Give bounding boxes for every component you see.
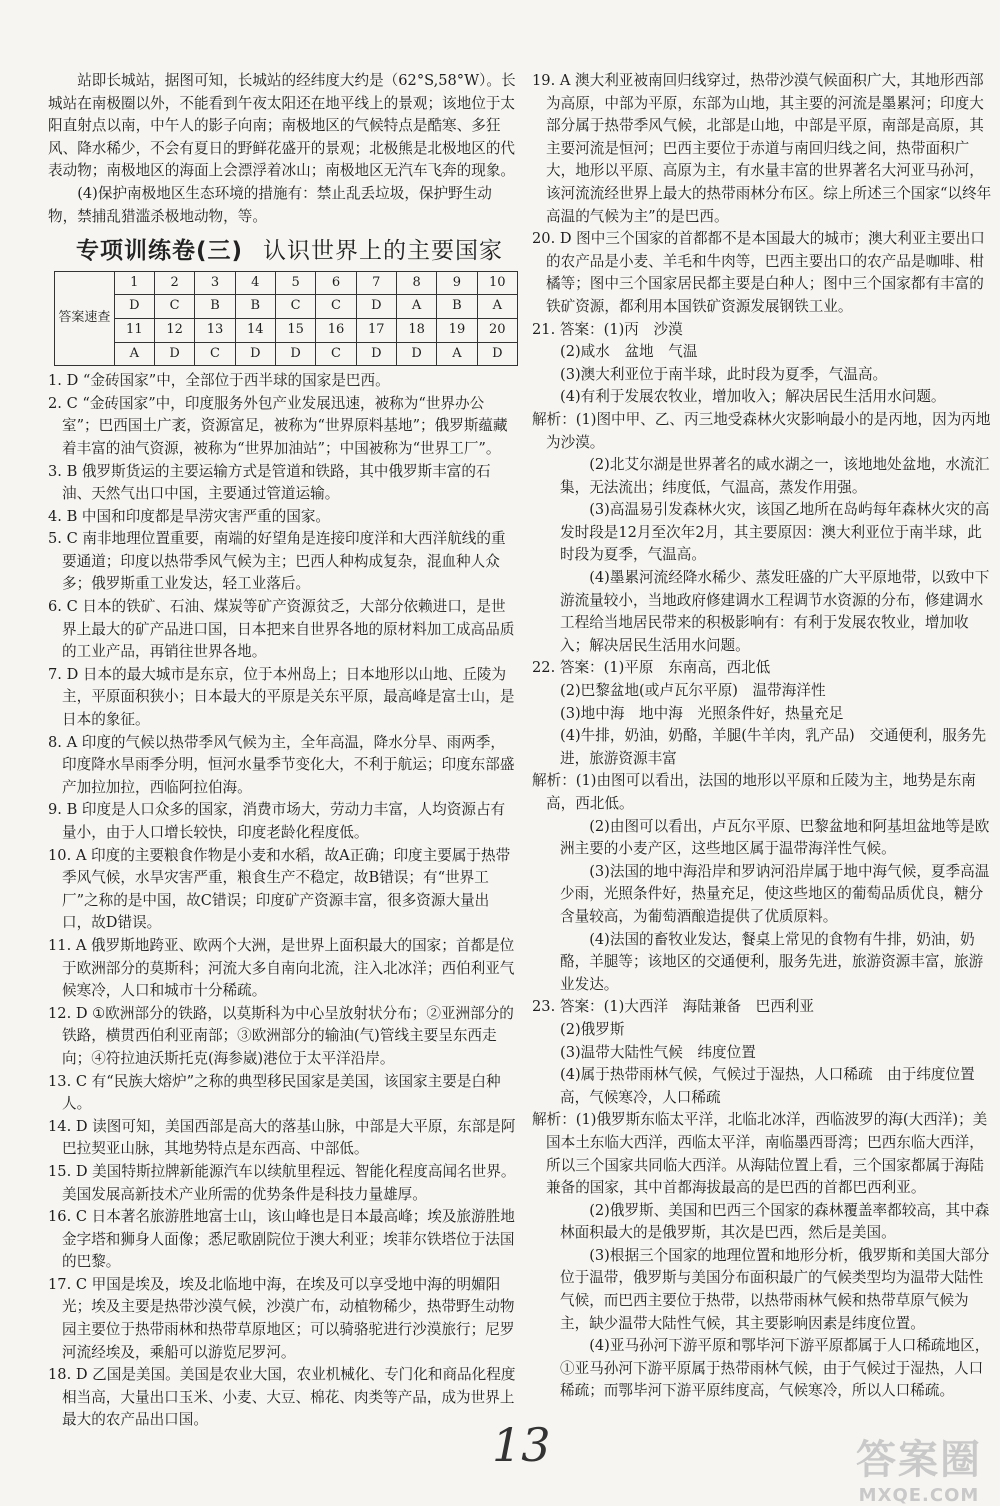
right-column [532, 70, 994, 1403]
q23-analysis-head: 解析：(1)俄罗斯东临太平洋，北临北冰洋，西临波罗的海(大西洋)；美国本土东临大西洋，西临太平洋，南临墨西哥湾；巴西东临大西洋，所以三个国家共同临大西洋。从海陆位置上看，三个国家都属于海陆兼备的国家，其中首都海拔最高的是巴西的首都巴西利亚。 [532, 1111, 988, 1197]
table-cell: 16 [316, 318, 356, 342]
table-cell: D [154, 342, 194, 366]
answer-item: 15. D 美国特斯拉牌新能源汽车以续航里程远、智能化程度高闻名世界。美国发展高新技术产业所需的优势条件是科技力量雄厚。 [48, 1162, 516, 1203]
q21-answer: (3)澳大利亚位于南半球，此时段为夏季，气温高。 [560, 365, 888, 383]
table-cell: D [114, 295, 154, 319]
q23-analysis: (3)根据三个国家的地理位置和地形分析，俄罗斯和美国大部分位于温带，俄罗斯与美国分布面积最广的气候类型均为温带大陆性气候，而巴西主要位于热带，以热带雨林气候和热带草原气候为主，缺少温带大陆性气候，其主要影响因素是纬度位置。 [560, 1246, 990, 1332]
answer-item: 2. C “金砖国家”中，印度服务外包产业发展迅速，被称为“世界办公室”；巴西国土广袤，资源富足，被称为“世界原料基地”；俄罗斯蕴藏着丰富的油气资源，被称为“世界加油站”；中国被称为“世界工厂”。 [48, 394, 508, 457]
table-cell: B [235, 295, 275, 319]
table-cell: C [195, 342, 235, 366]
q23-analysis: (4)亚马孙河下游平原和鄂毕河下游平原都属于人口稀疏地区，①亚马孙河下游平原属于热带雨林气候，由于气候过于湿热，人口稀疏；而鄂毕河下游平原纬度高，气候寒冷，所以人口稀疏。 [560, 1337, 990, 1400]
watermark-url: MXQE.COM [858, 1485, 980, 1506]
table-cell: 4 [235, 271, 275, 295]
table-cell: C [316, 342, 356, 366]
table-cell: B [195, 295, 235, 319]
table-cell: 2 [154, 271, 194, 295]
q23-answer: (4)属于热带雨林气候，气候过于湿热，人口稀疏 由于纬度位置高，气候寒冷，人口稀疏 [560, 1066, 975, 1106]
table-cell: 17 [356, 318, 396, 342]
table-row [55, 271, 518, 295]
q21-answer: (4)有利于发展农牧业，增加收入；解决居民生活用水问题。 [560, 388, 946, 406]
table-cell: D [356, 342, 396, 366]
table-cell: 8 [396, 271, 436, 295]
q22-analysis: (2)由图可以看出，卢瓦尔平原、巴黎盆地和阿基坦盆地等是欧洲主要的小麦产区，这些地区属于温带海洋性气候。 [560, 817, 990, 858]
table-cell: 1 [114, 271, 154, 295]
q22-analysis: (4)法国的畜牧业发达，餐桌上常见的食物有牛排，奶油，奶酪，羊腿等；该地区的交通便利，服务先进，旅游资源丰富，旅游业发达。 [560, 930, 984, 993]
table-cell: 5 [275, 271, 315, 295]
table-cell: 20 [477, 318, 517, 342]
section-title-sub: 认识世界上的主要国家 [263, 238, 504, 265]
q22-head: 22. 答案：(1)平原 东南高，西北低 [532, 659, 771, 677]
table-cell: 13 [195, 318, 235, 342]
q23-answer: (3)温带大陆性气候 纬度位置 [560, 1043, 756, 1061]
left-column [48, 70, 518, 1432]
table-cell: 11 [114, 318, 154, 342]
intro-paragraph-1: 站即长城站，据图可知，长城站的经纬度大约是（62°S,58°W）。长城站在南极圈以外，不能看到午夜太阳还在地平线上的景观；该地位于太阳直射点以南，中午人的影子向南；南极地区的气候特点是酷寒、多狂风、降水稀少，不会有夏日的野鲜花盛开的景观；北极熊是北极地区的代表动物；南极地区的海面上会漂浮着冰山；南极地区无汽车飞奔的现象。 [48, 72, 516, 180]
answer-item: 19. A 澳大利亚被南回归线穿过，热带沙漠气候面积广大，其地形西部为高原，中部为平原，东部为山地，其主要的河流是墨累河；印度大部分属于热带季风气候，北部是山地，中部是平原，南部是高原，其主要河流是恒河；巴西主要位于赤道与南回归线之间，热带面积广大，地形以平原、高原为主，有水量丰富的世界著名大河亚马孙河，该河流流经世界上最大的热带雨林分布区。综上所述三个国家“以终年高温的气候为主”的是巴西。 [532, 72, 992, 225]
watermark-main: 答案圈 [856, 1437, 982, 1483]
table-cell: B [437, 295, 477, 319]
table-cell: 14 [235, 318, 275, 342]
table-cell: 15 [275, 318, 315, 342]
table-cell: 7 [356, 271, 396, 295]
section-title-main: 专项训练卷(三) [76, 238, 244, 265]
q22-answer: (2)巴黎盆地(或卢瓦尔平原) 温带海洋性 [560, 682, 826, 700]
answer-item: 16. C 日本著名旅游胜地富士山，该山峰也是日本最高峰；埃及旅游胜地金字塔和狮身人面像；悉尼歌剧院位于澳大利亚；埃菲尔铁塔位于法国的巴黎。 [48, 1208, 515, 1271]
answer-item: 7. D 日本的最大城市是东京，位于本州岛上；日本地形以山地、丘陵为主，平原面积狭小；日本最大的平原是关东平原，最高峰是富士山，是日本的象征。 [48, 665, 515, 729]
q21-analysis: (3)高温易引发森林火灾，该国乙地所在岛屿每年森林火灾的高发时段是12月至次年2月，其主要原因：澳大利亚位于南半球，此时段为夏季，气温高。 [560, 501, 990, 564]
q21-head: 21. 答案：(1)丙 沙漠 [532, 320, 683, 338]
table-cell: 18 [396, 318, 436, 342]
table-cell: 9 [437, 271, 477, 295]
q21-analysis-head: 解析：(1)图中甲、乙、丙三地受森林火灾影响最小的是丙地，因为丙地为沙漠。 [532, 410, 991, 451]
answer-item: 8. A 印度的气候以热带季风气候为主，全年高温，降水分旱、雨两季，印度降水旱雨季分明，恒河水量季节变化大，不利于航运；印度东部盛产加拉加拉，西临阿拉伯海。 [48, 733, 515, 796]
table-cell: D [356, 295, 396, 319]
q22-answer: (4)牛排，奶油，奶酪，羊腿(牛羊肉，乳产品) 交通便利，服务先进，旅游资源丰富 [560, 727, 987, 767]
answer-item: 20. D 图中三个国家的首都都不是本国最大的城市；澳大利亚主要出口的农产品是小麦、羊毛和牛肉等，巴西主要出口的农产品是咖啡、柑橘等；图中三个国家居民都主要是白种人；图中三个国家都有丰富的铁矿资源，都利用本国铁矿资源发展钢铁工业。 [532, 230, 985, 315]
q21-analysis: (2)北艾尔湖是世界著名的咸水湖之一，该地地处盆地，水流汇集，无法流出；纬度低，气温高，蒸发作用强。 [560, 456, 990, 496]
answer-item: 9. B 印度是人口众多的国家，消费市场大，劳动力丰富，人均资源占有量小，由于人口增长较快，印度老龄化程度低。 [48, 801, 506, 841]
answer-item: 14. D 读图可知，美国西部是高大的落基山脉，中部是大平原，东部是阿巴拉契亚山脉，其地势特点是东西高、中部低。 [48, 1117, 516, 1158]
table-cell: D [235, 342, 275, 366]
table-cell: D [396, 342, 436, 366]
table-row [55, 318, 518, 342]
answer-item: 17. C 甲国是埃及，埃及北临地中海，在埃及可以享受地中海的明媚阳光；埃及主要是热带沙漠气候，沙漠广布，动植物稀少，热带野生动物园主要位于热带雨林和热带草原地区；可以骑骆驼进行沙漠旅行；尼罗河流经埃及，乘船可以游览尼罗河。 [48, 1275, 515, 1361]
q22-analysis: (3)法国的地中海沿岸和罗讷河沿岸属于地中海气候，夏季高温少雨，光照条件好，热量充足，使这些地区的葡萄品质优良，糖分含量较高，为葡萄酒酿造提供了优质原料。 [560, 862, 990, 925]
answer-item: 13. C 有“民族大熔炉”之称的典型移民国家是美国，该国家主要是白种人。 [48, 1072, 501, 1113]
answer-item: 12. D ①欧洲部分的铁路，以莫斯科为中心呈放射状分布；②亚洲部分的铁路，横贯西伯利亚南部；③欧洲部分的输油(气)管线主要呈东西走向；④符拉迪沃斯托克(海参崴)港位于太平洋沿岸。 [48, 1004, 514, 1067]
answer-item: 10. A 印度的主要粮食作物是小麦和水稻，故A正确；印度主要属于热带季风气候，水旱灾害严重，粮食生产不稳定，故B错误；有“世界工厂”之称的是中国，故C错误；印度矿产资源丰富，很多资源大量出口，故D错误。 [48, 846, 511, 932]
q23-analysis: (2)俄罗斯、美国和巴西三个国家的森林覆盖率都较高，其中森林面积最大的是俄罗斯，其次是巴西，然后是美国。 [560, 1201, 990, 1242]
answer-item: 6. C 日本的铁矿、石油、煤炭等矿产资源贫乏，大部分依赖进口，是世界上最大的矿产品进口国，日本把来自世界各地的原材料加工成高品质的工业产品，再销往世界各地。 [48, 598, 515, 661]
table-cell: D [275, 342, 315, 366]
table-cell: 10 [477, 271, 517, 295]
section-title [76, 240, 518, 263]
intro-paragraph-2: (4)保护南极地区生态环境的措施有：禁止乱丢垃圾，保护野生动物，禁捕乱猎滥杀极地动物，等。 [48, 184, 492, 225]
answer-table [54, 271, 518, 366]
q21-analysis: (4)墨累河流经降水稀少、蒸发旺盛的广大平原地带，以致中下游流量较小，当地政府修建调水工程调节水资源的分布，修建调水工程给当地居民带来的积极影响有：有利于发展农牧业，增加收入；解决居民生活用水问题。 [560, 569, 990, 654]
table-cell: 3 [195, 271, 235, 295]
table-cell: C [154, 295, 194, 319]
page-number: 13 [492, 1418, 551, 1472]
answer-item: 1. D “金砖国家”中，全部位于西半球的国家是巴西。 [48, 372, 390, 390]
q22-answer: (3)地中海 地中海 光照条件好，热量充足 [560, 704, 844, 722]
table-cell: C [316, 295, 356, 319]
table-cell: A [396, 295, 436, 319]
q23-answer: (2)俄罗斯 [560, 1020, 625, 1038]
table-cell: D [477, 342, 517, 366]
table-row [55, 342, 518, 366]
watermark-logo [856, 1428, 982, 1506]
answer-item: 18. D 乙国是美国。美国是农业大国，农业机械化、专门化和商品化程度相当高，大量出口玉米、小麦、大豆、棉花、肉类等产品，成为世界上最大的农产品出口国。 [48, 1366, 516, 1429]
table-cell: A [477, 295, 517, 319]
answer-item: 11. A 俄罗斯地跨亚、欧两个大洲，是世界上面积最大的国家；首都是位于欧洲部分的莫斯科；河流大多自南向北流，注入北冰洋；西伯利亚气候寒冷，人口和城市十分稀疏。 [48, 936, 515, 1000]
table-label: 答案速查 [55, 271, 115, 365]
table-cell: A [437, 342, 477, 366]
table-cell: 19 [437, 318, 477, 342]
table-cell: A [114, 342, 154, 366]
q21-answer: (2)咸水 盆地 气温 [560, 343, 698, 361]
table-cell: C [275, 295, 315, 319]
table-row [55, 295, 518, 319]
q23-head: 23. 答案：(1)大西洋 海陆兼备 巴西利亚 [532, 998, 815, 1016]
table-cell: 6 [316, 271, 356, 295]
answer-item: 5. C 南非地理位置重要，南端的好望角是连接印度洋和大西洋航线的重要通道；印度以热带季风气候为主；巴西人种构成复杂，混血种人众多；俄罗斯重工业发达，轻工业落后。 [48, 530, 506, 593]
answer-item: 4. B 中国和印度都是旱涝灾害严重的国家。 [48, 507, 331, 525]
table-cell: 12 [154, 318, 194, 342]
answer-item: 3. B 俄罗斯货运的主要运输方式是管道和铁路，其中俄罗斯丰富的石油、天然气出口中国，主要通过管道运输。 [48, 462, 491, 503]
q22-analysis-head: 解析：(1)由图可以看出，法国的地形以平原和丘陵为主，地势是东南高，西北低。 [532, 772, 976, 812]
